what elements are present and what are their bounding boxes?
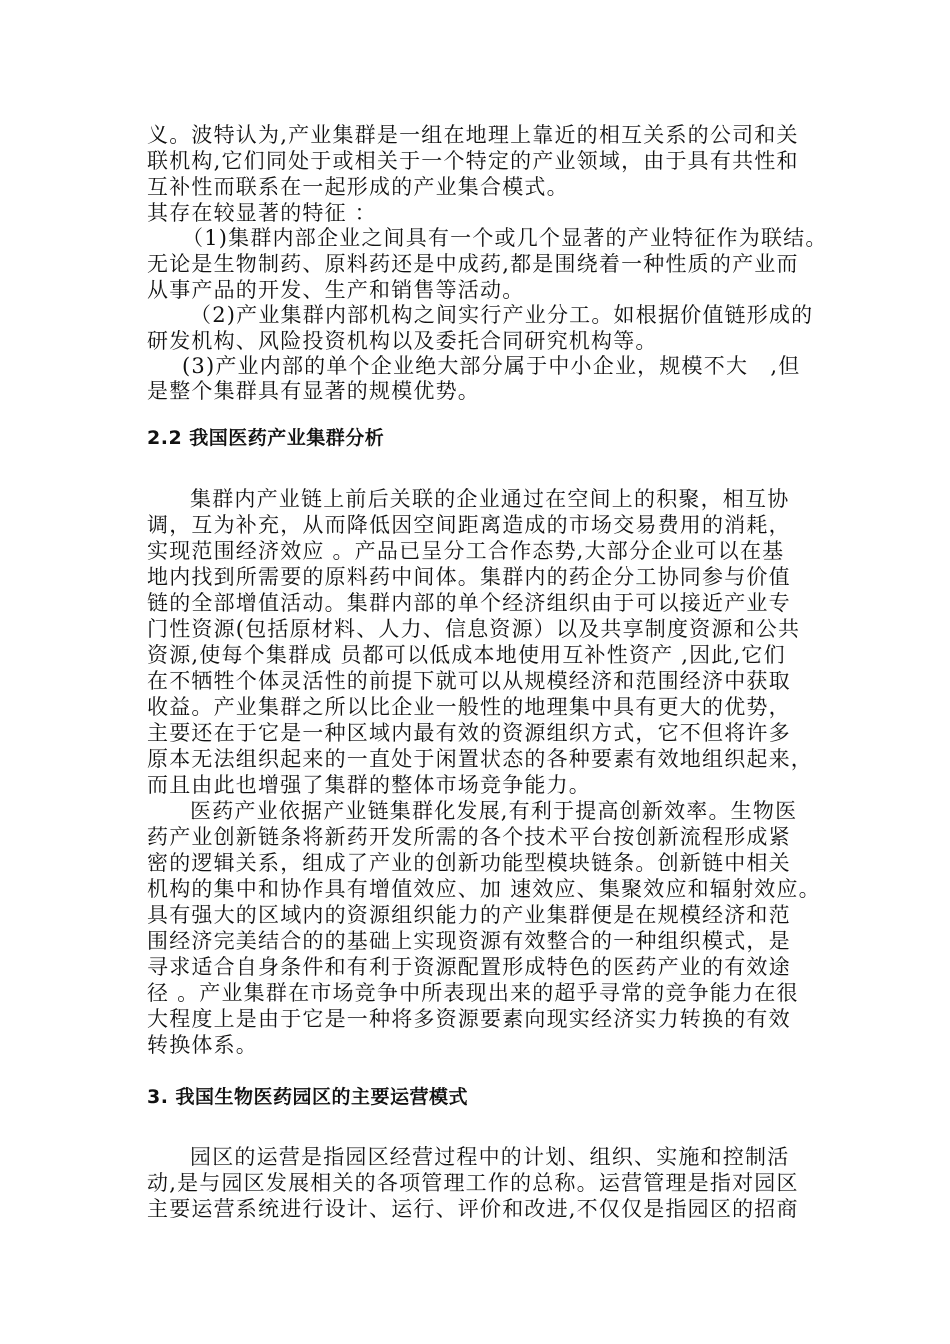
text-line: 原本无法组织起来的一直处于闲置状态的各种要素有效地组织起来，	[147, 747, 813, 771]
text-line: 机构的集中和协作具有增值效应、加 速效应、集聚效应和辐射效应。	[147, 877, 821, 901]
text-line: 园区的运营是指园区经营过程中的计划、组织、实施和控制活	[190, 1145, 790, 1169]
text-line: 研发机构、风险投资机构以及委托合同研究机构等。	[147, 329, 658, 353]
text-line: 在不牺牲个体灵活性的前提下就可以从规模经济和范围经济中获取	[147, 669, 791, 693]
text-line: 无论是生物制药、原料药还是中成药,都是围绕着一种性质的产业而	[147, 252, 799, 276]
text-line: 集群内产业链上前后关联的企业通过在空间上的积聚，相互协	[190, 487, 790, 511]
text-line: 具有强大的区域内的资源组织能力的产业集群便是在规模经济和范	[147, 903, 791, 927]
section-heading: 2.2 我国医药产业集群分析	[147, 427, 385, 449]
text-line: 地内找到所需要的原料药中间体。集群内的药企分工协同参与价值	[147, 565, 791, 589]
text-line: 义。波特认为,产业集群是一组在地理上靠近的相互关系的公司和关	[147, 123, 799, 147]
text-line: 实现范围经济效应 。产品已呈分工合作态势,大部分企业可以在基	[147, 539, 785, 563]
text-line: 大程度上是由于它是一种将多资源要素向现实经济实力转换的有效	[147, 1007, 791, 1031]
section-heading: 3. 我国生物医药园区的主要运营模式	[147, 1086, 469, 1108]
text-line: 转换体系。	[147, 1033, 258, 1057]
text-line: 密的逻辑关系，组成了产业的创新功能型模块链条。创新链中相关	[147, 851, 791, 875]
text-line: 医药产业依据产业链集群化发展,有利于提高创新效率。生物医	[190, 799, 798, 823]
text-line: 从事产品的开发、生产和销售等活动。	[147, 278, 525, 302]
text-line: 主要还在于它是一种区域内最有效的资源组织方式，它不但将许多	[147, 721, 791, 745]
text-line: 链的全部增值活动。集群内部的单个经济组织由于可以接近产业专	[147, 591, 791, 615]
text-line: （1)集群内部企业之间具有一个或几个显著的产业特征作为联结。	[182, 226, 828, 250]
text-line: 径 。产业集群在市场竞争中所表现出来的超乎寻常的竞争能力在很	[147, 981, 799, 1005]
text-line: 主要运营系统进行设计、运行、评价和改进,不仅仅是指园区的招商	[147, 1197, 799, 1221]
text-line: 收益。产业集群之所以比企业一般性的地理集中具有更大的优势，	[147, 695, 791, 719]
text-line: （2)产业集群内部机构之间实行产业分工。如根据价值链形成的	[190, 303, 814, 327]
text-line: 联机构,它们同处于或相关于一个特定的产业领域，由于具有共性和	[147, 149, 799, 173]
text-line: (3)产业内部的单个企业绝大部分属于中小企业，规模不大 ,但	[182, 354, 801, 378]
text-line: 其存在较显著的特征 ：	[147, 201, 377, 225]
text-line: 互补性而联系在一起形成的产业集合模式。	[147, 175, 569, 199]
text-line: 资源,使每个集群成 员都可以低成本地使用互补性资产 ,因此,它们	[147, 643, 786, 667]
text-line: 动,是与园区发展相关的各项管理工作的总称。运营管理是指对园区	[147, 1171, 799, 1195]
text-line: 药产业创新链条将新药开发所需的各个技术平台按创新流程形成紧	[147, 825, 791, 849]
text-line: 而且由此也增强了集群的整体市场竞争能力。	[147, 773, 591, 797]
text-line: 门性资源(包括原材料、人力、信息资源）以及共享制度资源和公共	[147, 617, 801, 641]
text-line: 寻求适合自身条件和有利于资源配置形成特色的医药产业的有效途	[147, 955, 791, 979]
text-line: 是整个集群具有显著的规模优势。	[147, 379, 480, 403]
text-line: 围经济完美结合的的基础上实现资源有效整合的一种组织模式，是	[147, 929, 791, 953]
text-line: 调，互为补充，从而降低因空间距离造成的市场交易费用的消耗，	[147, 513, 791, 537]
